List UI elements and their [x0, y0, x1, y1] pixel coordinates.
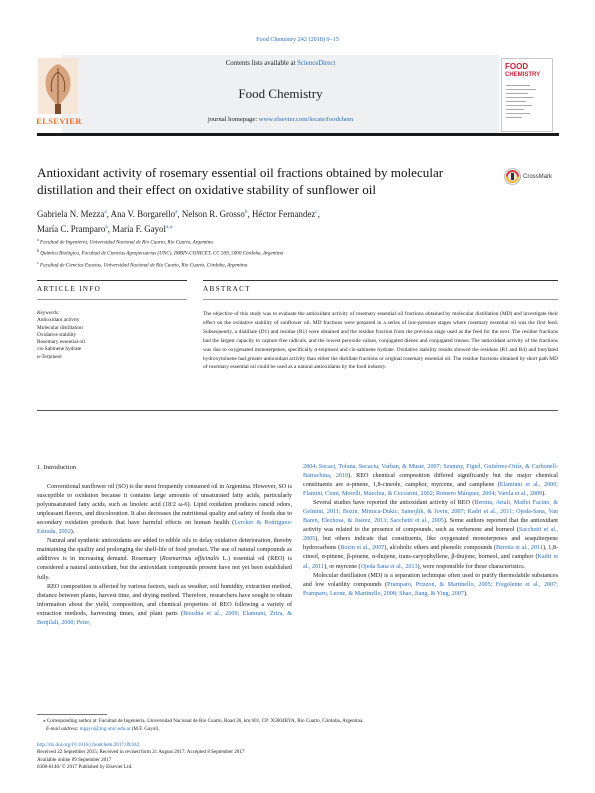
author-affiliation-marker[interactable]: a [104, 209, 107, 215]
author-affiliation-marker[interactable]: a [175, 209, 178, 215]
email-link[interactable]: mgayol@ing.unrc.edu.ar [79, 726, 131, 733]
email-label: E-mail address: [46, 726, 80, 733]
keywords-label: Keywords: [37, 310, 60, 316]
body-paragraph: Molecular distillation (MD) is a separation technique often used to purify thermolabile substances and low volatility compounds (Pramparo, Prizzon, & Martinello, 2005; Fregolente et al., 2007; Pramparo, Leone, & Martinello, 2008; Shao, Jiang, & Ying, 2007). [303, 572, 559, 597]
info-top-rule [37, 280, 187, 281]
keyword: Oxidative stability [37, 331, 77, 338]
header-rule [37, 133, 559, 136]
affiliation-line: $^b$ Química Biológica, Facultad de Ciencias Agropecuarias (UNC), IMBIV-CONICET, CC 509, 5000 Córdoba, Argentina [37, 248, 284, 258]
affiliation-line: $^c$ Facultad de Ciencias Exactas, Universidad Nacional de Río Cuarto, Río Cuarto, Córdoba, Argentina [37, 259, 248, 269]
citation-link[interactable]: Elamrani et al., 2000; Flamini, Cioni, Morelli, Macchia, & Ceccarini, 2002; Romero Márquez, 2004; Varela et al., 2009 [303, 482, 558, 498]
body-paragraph: Conventional sunflower oil (SO) is the most frequently consumed oil in Argentina. However, SO is susceptible to oxidation because it contains large amounts of unsaturated fatty acids, particularly polyunsaturated fatty acids, such as linoleic acid (18:2 ω-6). Lipid oxidation produces rancid odors, unpleasant flavors, and discoloration. It also decreases the nutritional quality and safety of foods due to secondary oxidation products that have harmful effects on human health (Lercker & Rodriguez-Estrada, 2002). [37, 484, 293, 536]
author-list: Gabriela N. Mezza$^a$, Ana V. Borgarello$^a$, Nelson R. Grosso$^b$, Héctor Fernandez$^c$, María C. Pramparo$^a$, María F. Gayol$^{a,⁎}$ [37, 208, 320, 234]
author-affiliation-marker[interactable]: c [315, 209, 318, 215]
author-name[interactable]: María F. Gayol [112, 223, 166, 234]
available-online: Available online 09 September 2017 [37, 756, 112, 763]
email-suffix: (M.F. Gayol). [130, 726, 160, 733]
author-name[interactable]: Nelson R. Grosso [181, 208, 245, 219]
corresponding-author-text: ⁎ Corresponding author at: Facultad de Ingeniería, Universidad Nacional de Río Cuarto, Road 36, km 601, CP: X5804BYA, Río Cuarto, Córdoba, Argentina. [43, 718, 364, 724]
article-title: Antioxidant activity of rosemary essential oil fractions obtained by molecular distillation and their effect on oxidative stability of sunflower oil [37, 165, 444, 197]
journal-cover-thumbnail[interactable] [501, 58, 553, 132]
keyword: α-Terpineol [37, 353, 62, 360]
keyword: Rosemary essential oil [37, 339, 85, 346]
journal-reference[interactable]: Food Chemistry 242 (2018) 9–15 [256, 36, 339, 43]
citation-link[interactable]: Beretta, Artali, Maffei Facino, & Gelmini, 2011; Bozin, Mimica-Dukic, Samojlik, & Jovin, 2007; Kadri et al., 2011; Ojeda-Sana, Van Baren, Elechosa, & Juárez, 2013; Sacchetti et al., 2005 [303, 500, 559, 525]
doi-link[interactable]: http://dx.doi.org/10.1016/j.foodchem.2017.09.042 [37, 742, 140, 748]
body-column-left [37, 463, 292, 628]
keywords-block [37, 310, 187, 361]
sciencedirect-link[interactable]: ScienceDirect [297, 60, 336, 67]
citation-link[interactable]: Ojeda Sana et al., 2013 [360, 563, 418, 570]
body-paragraph: REO composition is affected by various factors, such as weather, soil humidity, extraction method, distance between plants, harvest time, and drying method. Therefore, researchers have sought to obtain information about the yield, composition, and chemical properties of REO following a variety of extraction methods, harvesting times, and plant parts (Bousbia et al., 2009; Elamrani, Zrira, & Benjilali, 2000; Peter, [37, 583, 293, 626]
citation-link[interactable]: Lercker & Rodriguez-Estrada, 2002 [37, 520, 293, 536]
keyword: Antioxidant activity [37, 317, 80, 324]
citation-link[interactable]: Pramparo, Prizzon, & Martinello, 2005; Fregolente et al., 2007; Pramparo, Leone, & Martinello, 2008; Shao, Jiang, & Ying, 2007 [303, 581, 559, 597]
author-affiliation-marker[interactable]: a [105, 223, 108, 230]
citation-link[interactable]: 2004; Socaci, Tofana, Socaciu, Varban, & Muste, 2007; Szumny, Figiel, Gutiérrez-Ortíz, & Carbonell-Barrachina, 2010 [303, 464, 558, 480]
author-affiliation-marker[interactable]: b [244, 209, 248, 215]
abstract-mid-rule [203, 299, 558, 300]
keywords-list [37, 317, 187, 361]
info-mid-rule [37, 299, 187, 300]
abstract-bottom-rule [37, 410, 558, 411]
citation-link[interactable]: Beretta et al., 2011 [495, 545, 543, 552]
footnote-rule [37, 714, 107, 715]
journal-homepage [62, 116, 499, 123]
keyword: Molecular distillation [37, 324, 83, 331]
italic-term: Rosmarinus officinalis [161, 556, 220, 563]
received-dates: Received 22 September 2015; Received in revised form 21 August 2017; Accepted 8 September 2017 [37, 749, 245, 756]
citation-link[interactable]: Bousbia et al., 2009; Elamrani, Zrira, & Benjilali, 2000; Peter, [37, 610, 293, 626]
author-name[interactable]: Gabriela N. Mezza [37, 208, 105, 219]
elsevier-tree-logo-icon [38, 58, 78, 124]
body-column-right [303, 463, 558, 599]
abstract-text: The objective of this study was to evaluate the antioxidant activity of rosemary essential oil fractions obtained by molecular distillation (MD) and investigate their effect on the oxidative stability of sunflower oil. MD fractions were prepared in a series of low-pressure stages where rosemary essential oil was the first feed. Subsequently, a distillate (D1) and residue (R1) were obtained and the residue fraction from the previous stage used as the feed for the next. The residue fractions had the largest capacity to capture free radicals, and the lowest peroxide values, conjugated dienes and conjugated trienes. The antioxidant activity of the fractions was due to oxygenated monoterpenes, specifically α-terpineol and cis-sabinene hydrate. Oxidative stability results showed the residues (R1 and R4) and butylated hydroxytoluene had greater antioxidant activity than either the distillate fractions or original rosemary essential oil. The residue fractions obtained by short path MD of rosemary essential oil could be used as a natural antioxidants by the food industry. [203, 311, 558, 371]
citation-link[interactable]: Kadri et al., 2011 [303, 554, 558, 570]
crossmark-badge[interactable] [504, 168, 556, 190]
body-paragraph: Natural and synthetic antioxidants are added to edible oils to delay oxidative deterioration, thereby maintaining the quality and prolonging the shelf-life of food product. The use of natural compounds as additives is in increasing demand. Rosemary (Rosmarinus officinalis L.) essential oil (REO) is considered a natural antioxidant, but the antioxidant compounds present have not yet been established fully. [37, 538, 292, 581]
citation-link[interactable]: Bozin et al., 2007 [340, 545, 385, 552]
email-line [37, 725, 557, 733]
author-affiliation-marker[interactable]: a,⁎ [165, 223, 173, 230]
author-name[interactable]: Ana V. Borgarello [110, 208, 176, 219]
author-name[interactable]: María C. Pramparo [37, 223, 106, 234]
body-paragraph: Several studies have reported the antioxidant activity of REO (Beretta, Artali, Maffei Facino, & Gelmini, 2011; Bozin, Mimica-Dukic, Samojlik, & Jovin, 2007; Kadri et al., 2011; Ojeda-Sana, Van Baren, Elechosa, & Juárez, 2013; Sacchetti et al., 2005). Some authors reported that the antioxidant activity was related to the presence of compounds, such as verbenone and borneol (Sacchetti et al., 2005), but others indicate that constituents, like oxygenated monoterpenes and sesquiterpene hydrocarbons (Bozin et al., 2007), alcoholic ethers and phenolic compounds (Beretta et al., 2011), 1,8-cineol, α-pinene, β-pinene, α-thujene, trans-caryophyllene, β-thujone, borneol, and camphor (Kadri et al., 2011), or myrcene (Ojeda Sana et al., 2013), were responsible for these characteristics. [303, 500, 559, 570]
keyword: cis-Sabinene hydrate [37, 346, 82, 353]
homepage-link[interactable]: www.elsevier.com/locate/foodchem [258, 116, 354, 123]
abstract-heading: ABSTRACT [203, 285, 251, 293]
article-info-heading: ARTICLE INFO [37, 285, 102, 293]
affiliation-line: $^a$ Facultad de Ingeniería, Universidad Nacional de Río Cuarto, Río Cuarto, Argentina [37, 237, 213, 246]
abstract-top-rule [203, 280, 558, 281]
corresponding-author-footnote [37, 717, 557, 734]
crossmark-icon [504, 168, 521, 185]
cover-title: FOOD CHEMISTRY [505, 62, 541, 78]
contents-prefix: Contents lists available at [225, 60, 298, 67]
body-paragraph: 2004; Socaci, Tofana, Socaciu, Varban, & Muste, 2007; Szumny, Figiel, Gutiérrez-Ortíz, & Carbonell-Barrachina, 2010). REO chemical composition differed significantly but the major chemical constituents are α-pinene, 1,8-cineole, camphor, myrcene, and camphene (Elamrani et al., 2000; Flamini, Cioni, Morelli, Macchia, & Ceccarini, 2002; Romero Márquez, 2004; Varela et al., 2009). [303, 464, 558, 498]
affiliations [37, 236, 557, 270]
author-name[interactable]: Héctor Fernandez [251, 208, 316, 219]
journal-title: Food Chemistry [238, 86, 323, 101]
elsevier-wordmark: ELSEVIER [36, 116, 82, 126]
publication-info [37, 742, 557, 772]
homepage-prefix: journal homepage: [207, 116, 259, 123]
copyright: 0308-8146/ © 2017 Published by Elsevier Ltd. [37, 764, 133, 771]
citation-link[interactable]: Sacchetti et al., 2005 [303, 527, 558, 543]
section-title-introduction: 1. Introduction [37, 464, 77, 471]
crossmark-label: CrossMark [523, 174, 553, 180]
contents-line [62, 60, 499, 67]
